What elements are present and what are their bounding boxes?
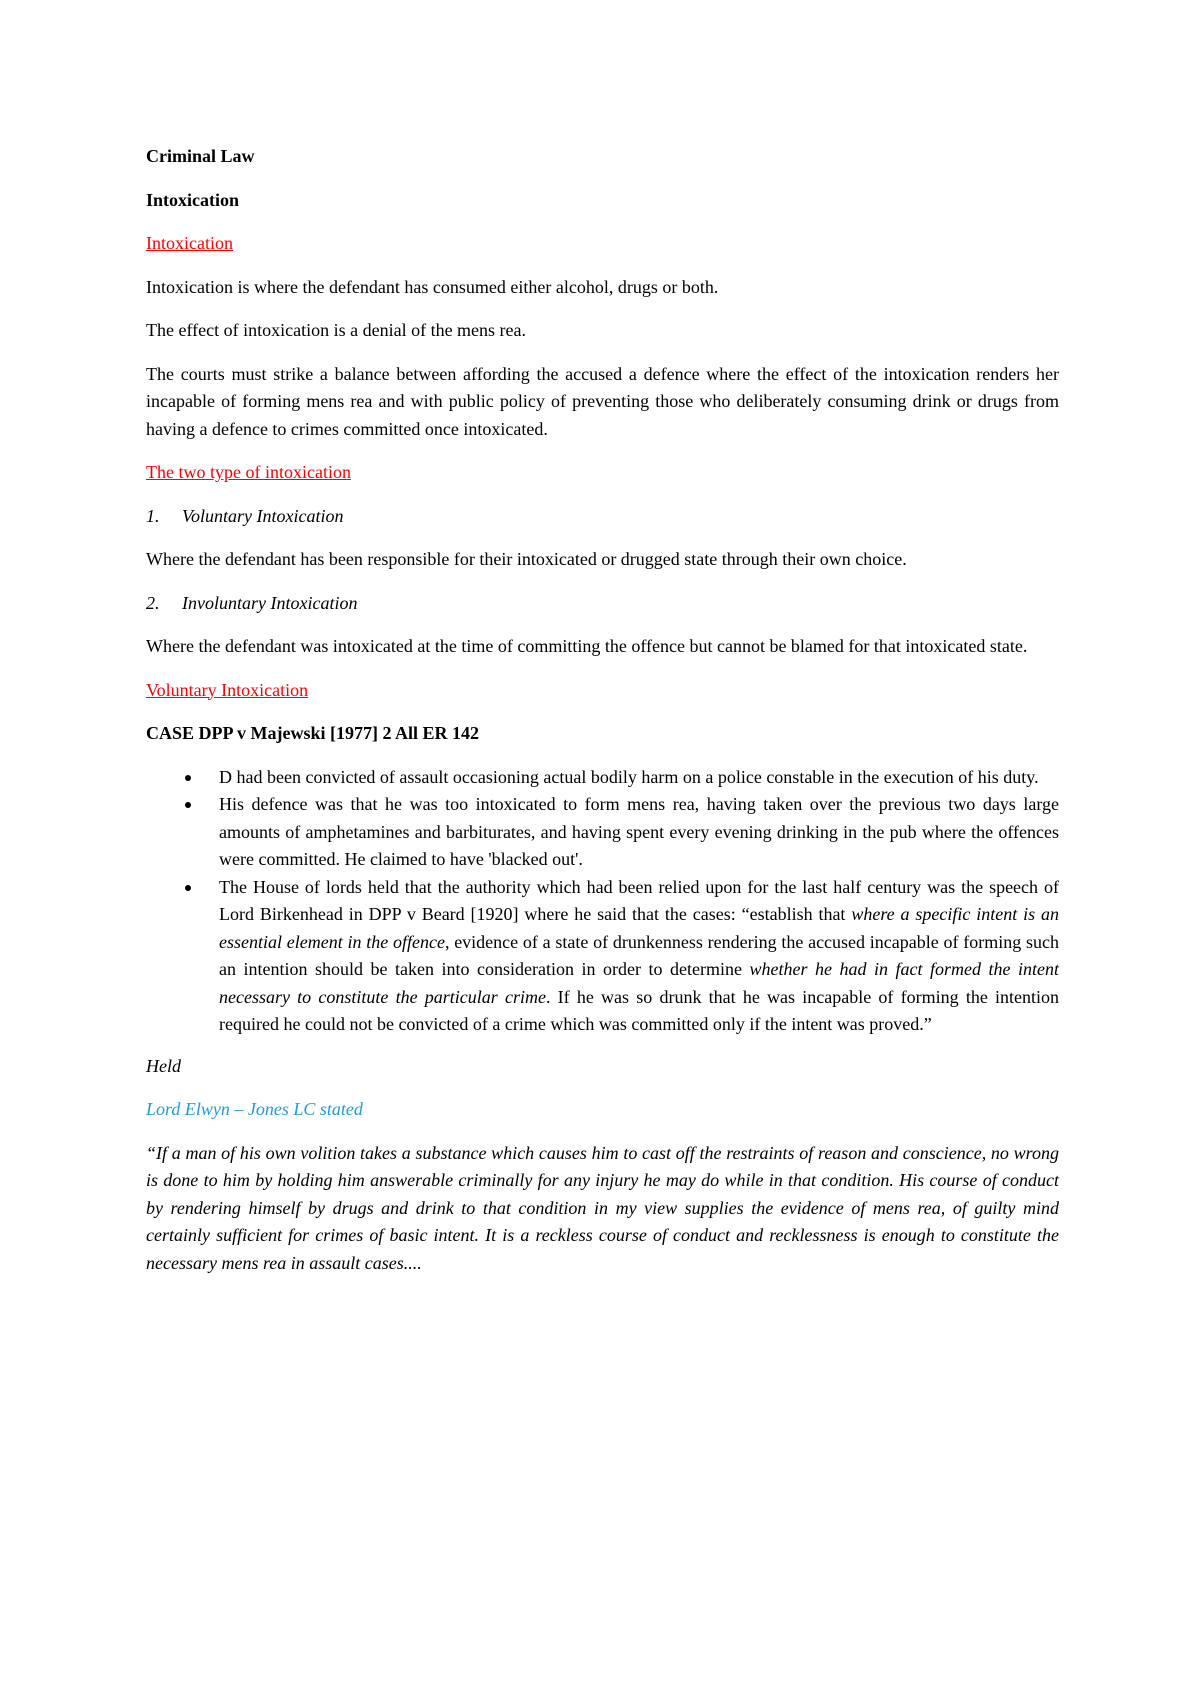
list-item-emphasis: where a specific intent is an essential element in the offence: [219, 904, 1060, 952]
section-heading-voluntary: Voluntary Intoxication: [146, 679, 309, 700]
item-number: 2.: [146, 592, 160, 613]
list-item-emphasis: whether he had in fact formed the intent necessary to constitute the particular crime: [219, 959, 1059, 1007]
list-item: [146, 764, 1059, 792]
section-heading-intoxication: Intoxication: [146, 233, 233, 253]
document-subtitle: Intoxication: [146, 189, 240, 210]
item-label: Involuntary Intoxication: [182, 592, 358, 613]
list-item: [146, 791, 1059, 874]
item-label: Voluntary Intoxication: [182, 505, 344, 526]
paragraph-balance: The courts must strike a balance between affording the accused a defence where the effect of the intoxication renders her incapable of forming mens rea and with public policy of preventing those who deliberately consuming drink or drugs from having a defence to crimes committed once intoxicated.: [146, 363, 1059, 439]
numbered-item-voluntary: [146, 503, 1059, 531]
list-item: [146, 874, 1059, 1039]
list-item-text-e: . If he was so drunk that he was incapable of forming the intention required he could not be convicted of a crime which was committed only if the intent was proved.”: [219, 986, 1060, 1034]
paragraph-involuntary-def: Where the defendant was intoxicated at the time of committing the offence but cannot be blamed for that intoxicated state.: [146, 636, 1028, 656]
section-heading-two-types: The two type of intoxication: [146, 462, 351, 482]
list-item-text: His defence was that he was too intoxicated to form mens rea, having taken over the previous two days large amounts of amphetamines and barbiturates, and having spent every evening drinking in the pub where the offences were committed. He claimed to have 'blacked out'.: [219, 794, 1059, 869]
bullet-icon: [185, 885, 191, 891]
judgment-quote: “If a man of his own volition takes a substance which causes him to cast off the restraints of reason and conscience, no wrong is done to him by holding him answerable criminally for any injury he may do while in that condition. His course of conduct by rendering himself by drugs and drink to that condition in my view supplies the evidence of mens rea, of guilty mind certainly sufficient for crimes of basic intent. It is a reckless course of conduct and recklessness is enough to constitute the necessary mens rea in assault cases....: [146, 1142, 1059, 1273]
list-item-text-a: The House of lords held that the authority which had been relied upon for the last half century was the speech of Lord Birkenhead in DPP v Beard [1920] where he said that the cases: “establish that: [219, 876, 1059, 924]
list-item-text-c: , evidence of a state of drunkenness rendering the accused incapable of forming such an intention should be taken into consideration in order to determine: [219, 931, 1059, 979]
paragraph-definition: Intoxication is where the defendant has consumed either alcohol, drugs or both.: [146, 276, 719, 297]
case-facts-list: [146, 764, 1059, 1039]
list-item-text: D had been convicted of assault occasioning actual bodily harm on a police constable in the execution of his duty.: [219, 766, 1039, 787]
speaker-label: Lord Elwyn – Jones LC stated: [146, 1099, 363, 1119]
paragraph-voluntary-def: Where the defendant has been responsible for their intoxicated or drugged state through their own choice.: [146, 549, 907, 569]
case-title: CASE DPP v Majewski [1977] 2 All ER 142: [146, 723, 479, 743]
paragraph-effect: The effect of intoxication is a denial of the mens rea.: [146, 320, 527, 340]
numbered-item-involuntary: [146, 590, 1059, 618]
document-body: [146, 143, 1059, 1277]
held-label: Held: [146, 1055, 181, 1076]
bullet-icon: [185, 802, 191, 808]
item-number: 1.: [146, 505, 160, 526]
document-title: Criminal Law: [146, 146, 255, 166]
bullet-icon: [185, 775, 191, 781]
